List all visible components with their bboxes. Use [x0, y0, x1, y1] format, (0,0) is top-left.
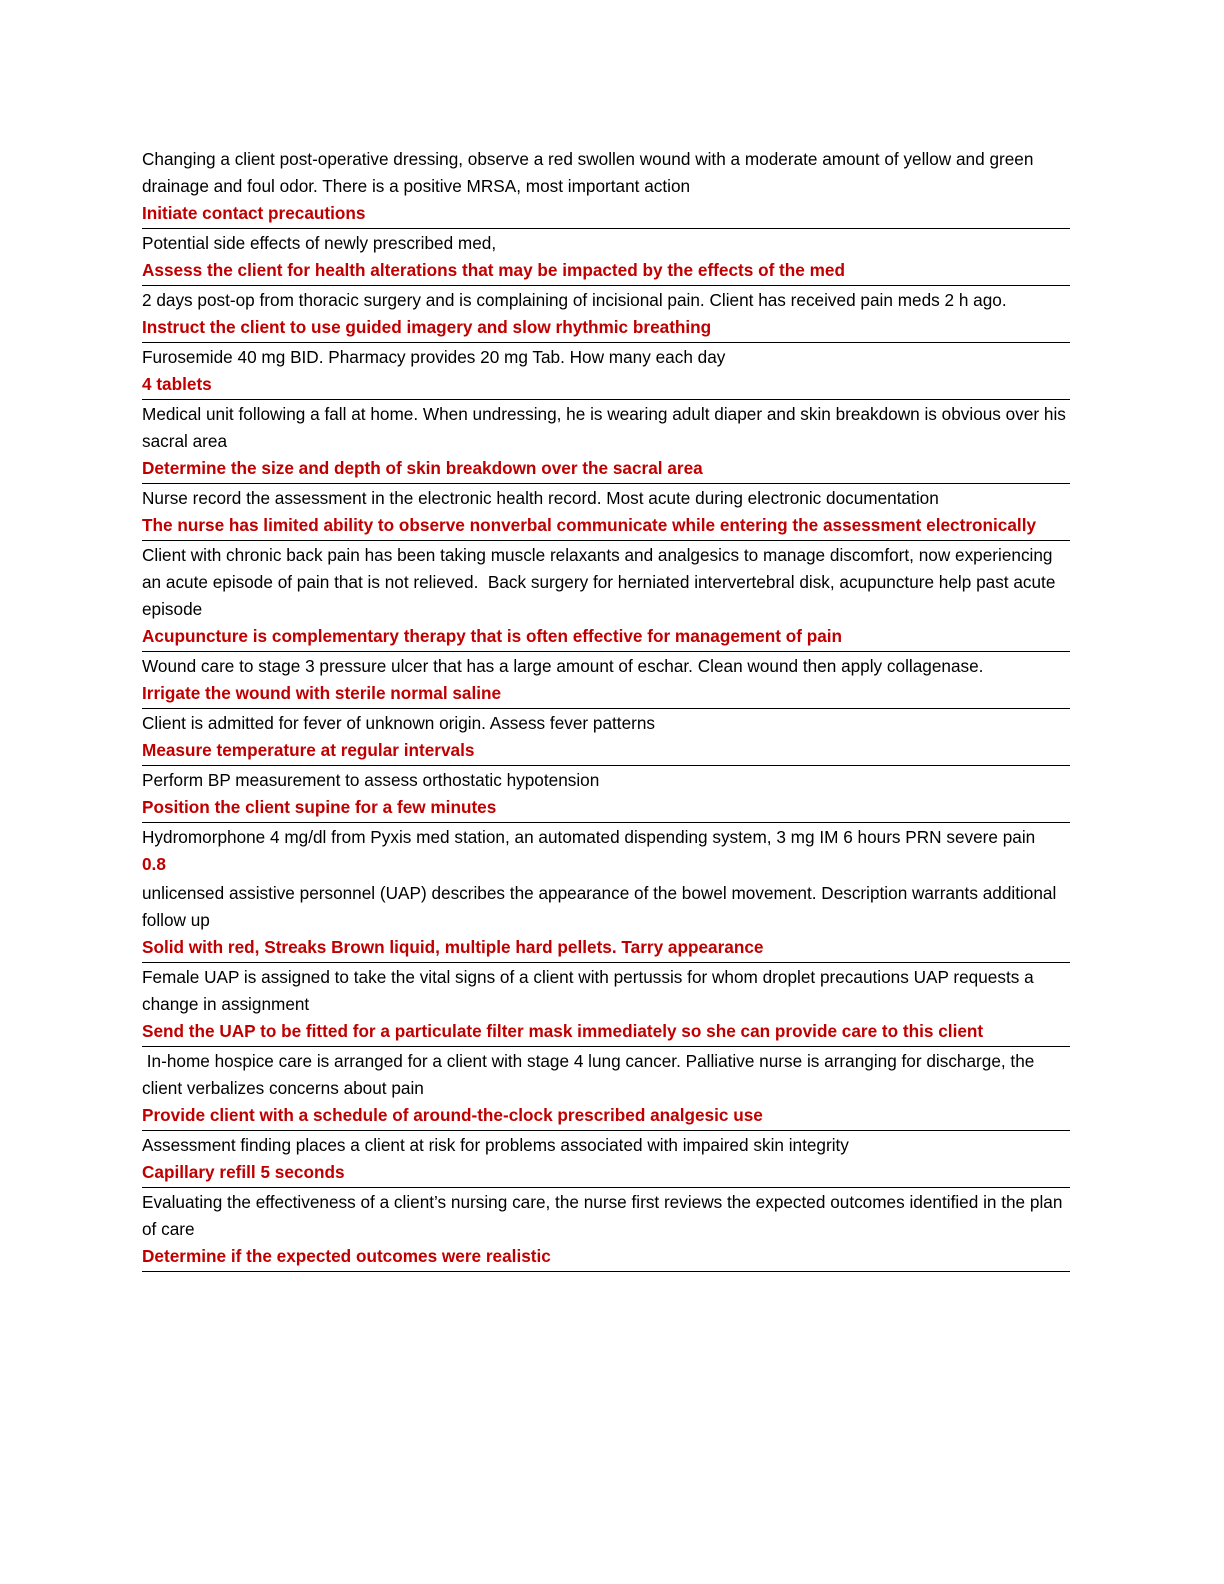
- qa-entry: [142, 766, 1070, 823]
- answer-text: Acupuncture is complementary therapy that is often effective for management of pain: [142, 626, 843, 646]
- question-text: Wound care to stage 3 pressure ulcer that has a large amount of eschar. Clean wound then apply collagenase.: [142, 656, 984, 676]
- question-text: Nurse record the assessment in the electronic health record. Most acute during electronic documentation: [142, 488, 939, 508]
- answer-text: 0.8: [142, 854, 166, 874]
- document-body: [142, 145, 1070, 1272]
- qa-entry: [142, 1047, 1070, 1131]
- question-text: unlicensed assistive personnel (UAP) describes the appearance of the bowel movement. Description warrants additional follow up: [142, 883, 1062, 930]
- question-text: Hydromorphone 4 mg/dl from Pyxis med station, an automated dispending system, 3 mg IM 6 hours PRN severe pain: [142, 827, 1036, 847]
- qa-entry: [142, 1131, 1070, 1188]
- question-text: In-home hospice care is arranged for a client with stage 4 lung cancer. Palliative nurse is arranging for discharge, the client verbalizes concerns about pain: [142, 1051, 1040, 1098]
- qa-entry: [142, 400, 1070, 484]
- question-text: Potential side effects of newly prescribed med,: [142, 233, 497, 253]
- answer-text: Measure temperature at regular intervals: [142, 740, 475, 760]
- qa-entry: [142, 484, 1070, 541]
- answer-text: Instruct the client to use guided imagery and slow rhythmic breathing: [142, 317, 712, 337]
- qa-entry: [142, 145, 1070, 229]
- qa-entry: [142, 229, 1070, 286]
- question-text: Perform BP measurement to assess orthostatic hypotension: [142, 770, 600, 790]
- qa-entry: [142, 652, 1070, 709]
- question-text: Evaluating the effectiveness of a client’s nursing care, the nurse first reviews the expected outcomes identified in the plan of care: [142, 1192, 1068, 1239]
- answer-text: Determine the size and depth of skin breakdown over the sacral area: [142, 458, 703, 478]
- qa-entry: [142, 541, 1070, 652]
- question-text: Assessment finding places a client at risk for problems associated with impaired skin integrity: [142, 1135, 849, 1155]
- qa-entry: [142, 823, 1070, 879]
- answer-text: 4 tablets: [142, 374, 212, 394]
- qa-entry: [142, 963, 1070, 1047]
- answer-text: Position the client supine for a few minutes: [142, 797, 497, 817]
- answer-text: Irrigate the wound with sterile normal saline: [142, 683, 502, 703]
- question-text: Furosemide 40 mg BID. Pharmacy provides 20 mg Tab. How many each day: [142, 347, 726, 367]
- question-text: 2 days post-op from thoracic surgery and is complaining of incisional pain. Client has received pain meds 2 h ago.: [142, 290, 1007, 310]
- question-text: Changing a client post-operative dressing, observe a red swollen wound with a moderate amount of yellow and green drainage and foul odor. There is a positive MRSA, most important action: [142, 149, 1039, 196]
- qa-entry: [142, 1188, 1070, 1272]
- answer-text: Capillary refill 5 seconds: [142, 1162, 345, 1182]
- question-text: Client is admitted for fever of unknown origin. Assess fever patterns: [142, 713, 656, 733]
- question-text: Medical unit following a fall at home. When undressing, he is wearing adult diaper and skin breakdown is obvious over his sacral area: [142, 404, 1071, 451]
- answer-text: Initiate contact precautions: [142, 203, 366, 223]
- answer-text: Send the UAP to be fitted for a particulate filter mask immediately so she can provide care to this client: [142, 1021, 984, 1041]
- qa-entry: [142, 286, 1070, 343]
- answer-text: The nurse has limited ability to observe nonverbal communicate while entering the assessment electronically: [142, 515, 1037, 535]
- qa-entry: [142, 879, 1070, 963]
- answer-text: Provide client with a schedule of around-the-clock prescribed analgesic use: [142, 1105, 763, 1125]
- qa-entry: [142, 343, 1070, 400]
- answer-text: Solid with red, Streaks Brown liquid, multiple hard pellets. Tarry appearance: [142, 937, 764, 957]
- answer-text: Determine if the expected outcomes were realistic: [142, 1246, 551, 1266]
- qa-entry: [142, 709, 1070, 766]
- question-text: Female UAP is assigned to take the vital signs of a client with pertussis for whom droplet precautions UAP requests a change in assignment: [142, 967, 1039, 1014]
- question-text: Client with chronic back pain has been taking muscle relaxants and analgesics to manage discomfort, now experiencing an acute episode of pain that is not relieved. Back surgery for herniated intervertebral disk, acupuncture help past acute episode: [142, 545, 1061, 619]
- answer-text: Assess the client for health alterations that may be impacted by the effects of the med: [142, 260, 845, 280]
